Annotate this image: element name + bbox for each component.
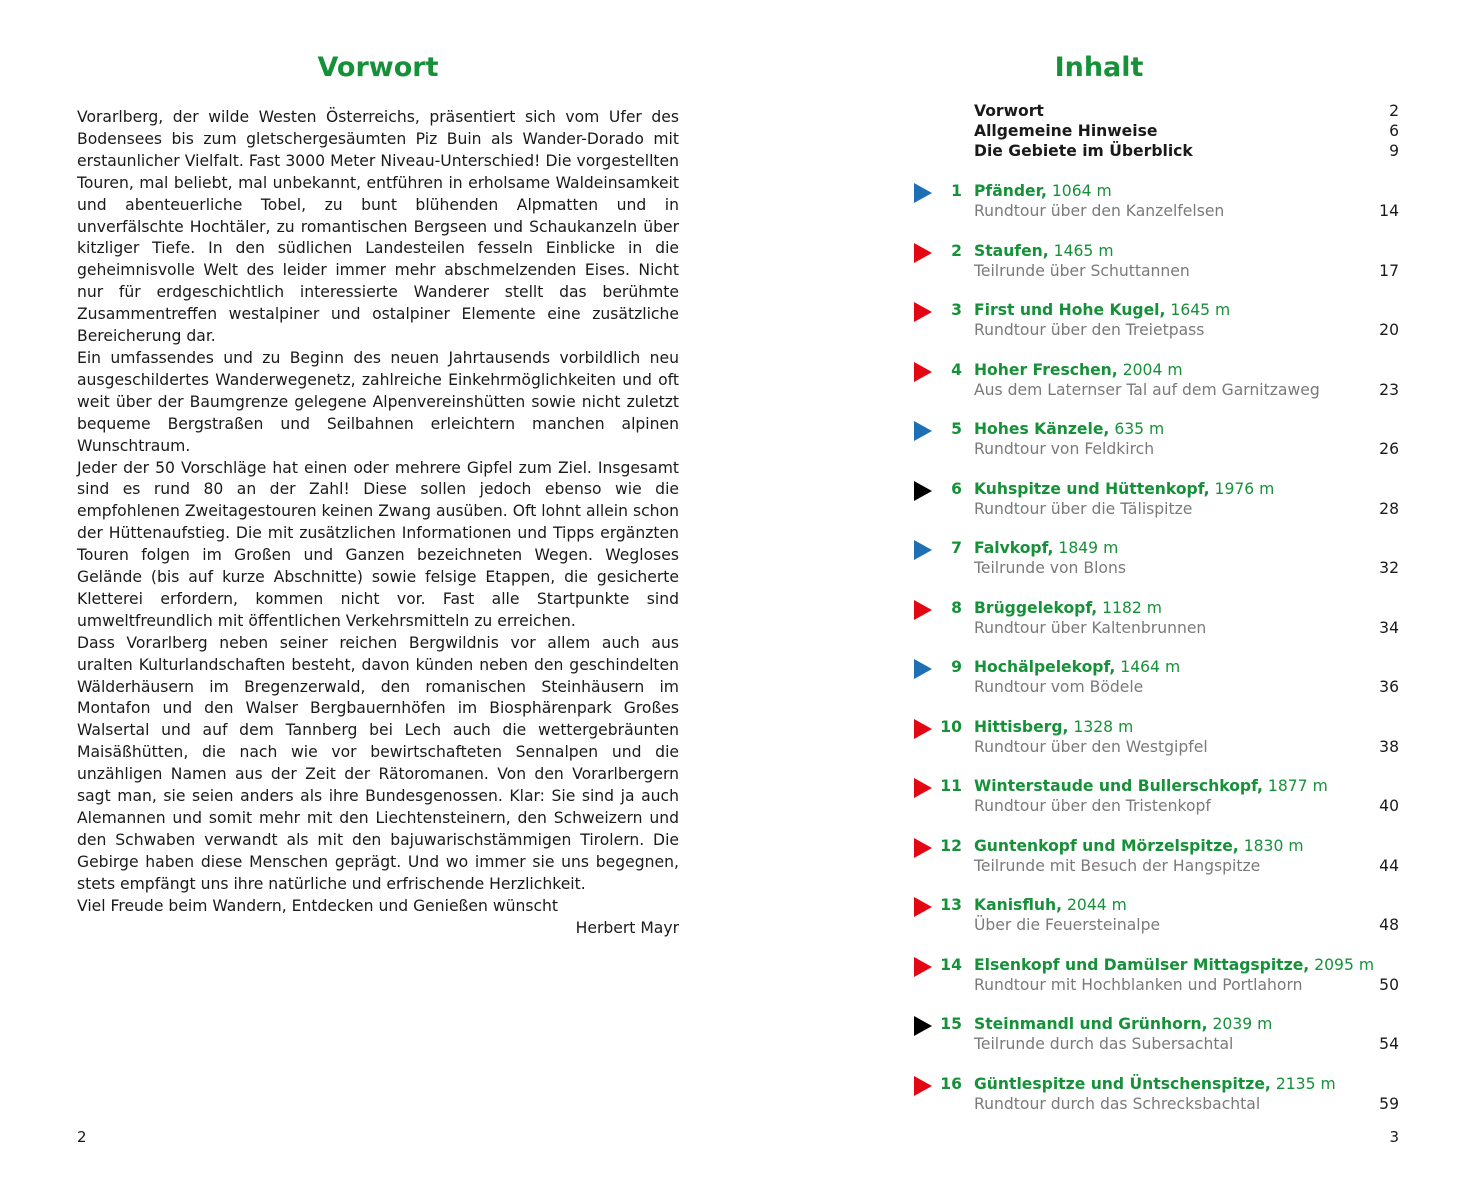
tour-title	[974, 716, 1399, 738]
tour-height: 2044 m	[1067, 896, 1127, 914]
toc-general-list	[974, 101, 1399, 161]
tour-number: 9	[951, 658, 962, 676]
tour-description: Rundtour mit Hochblanken und Portlahorn	[974, 975, 1303, 994]
tour-subline	[974, 557, 1399, 579]
tour-page-number: 59	[1379, 1094, 1399, 1113]
tour-subline	[974, 795, 1399, 817]
toc-entry-title: Vorwort	[974, 102, 1044, 120]
toc-entry-page: 6	[1389, 122, 1399, 140]
tour-page-number: 54	[1379, 1035, 1399, 1053]
tour-name: Hohes Känzele,	[974, 420, 1110, 438]
tour-description: Rundtour vom Bödele	[974, 678, 1144, 696]
tour-entry[interactable]	[912, 180, 1399, 240]
difficulty-triangle-icon	[914, 481, 932, 501]
tour-subline	[974, 260, 1399, 282]
tour-title	[974, 954, 1399, 976]
tour-page-number: 32	[1379, 559, 1399, 577]
tour-entry[interactable]	[912, 656, 1399, 716]
tour-height: 1464 m	[1120, 658, 1181, 676]
tour-entry[interactable]	[912, 597, 1399, 657]
difficulty-triangle-icon	[914, 362, 932, 382]
difficulty-triangle-icon	[914, 1076, 932, 1096]
tour-title	[974, 835, 1399, 857]
tour-entry[interactable]	[912, 418, 1399, 478]
tour-description: Teilrunde über Schuttannen	[974, 261, 1190, 280]
tour-page-number: 34	[1379, 618, 1399, 637]
tour-name: Brüggelekopf,	[974, 598, 1098, 617]
tour-subline	[974, 498, 1399, 520]
tour-page-number: 36	[1379, 678, 1399, 696]
tour-height: 1064 m	[1051, 182, 1112, 200]
tour-number: 14	[940, 955, 962, 974]
tour-subline	[974, 676, 1399, 698]
tour-title	[974, 180, 1399, 202]
tour-entry[interactable]	[912, 240, 1399, 300]
difficulty-triangle-icon	[914, 1016, 932, 1036]
tour-entry[interactable]	[912, 537, 1399, 597]
difficulty-triangle-icon	[914, 302, 932, 322]
tour-title	[974, 537, 1399, 559]
tour-page-number: 20	[1379, 321, 1399, 339]
tour-entry[interactable]	[912, 359, 1399, 419]
tour-page-number: 44	[1379, 856, 1399, 875]
tour-height: 1465 m	[1053, 241, 1114, 260]
toc-entry-title: Die Gebiete im Überblick	[974, 142, 1193, 160]
tour-subline	[974, 855, 1399, 877]
page-number: 2	[77, 1128, 87, 1146]
tour-name: Falvkopf,	[974, 539, 1054, 557]
tour-number: 5	[951, 420, 962, 438]
tour-page-number: 48	[1379, 916, 1399, 934]
tour-number: 6	[951, 479, 962, 498]
tour-entry[interactable]	[912, 716, 1399, 776]
tour-name: Kanisfluh,	[974, 896, 1063, 914]
tour-subline	[974, 1033, 1399, 1055]
tour-height: 1849 m	[1058, 539, 1119, 557]
tour-description: Rundtour durch das Schrecksbachtal	[974, 1094, 1261, 1113]
toc-entry-title: Allgemeine Hinweise	[974, 122, 1158, 140]
tour-subline	[974, 319, 1399, 341]
tour-title	[974, 418, 1399, 440]
difficulty-triangle-icon	[914, 838, 932, 858]
toc-entry[interactable]	[974, 141, 1399, 161]
tour-page-number: 50	[1379, 975, 1399, 994]
tour-title	[974, 656, 1399, 678]
tour-page-number: 17	[1379, 261, 1399, 280]
toc-entry[interactable]	[974, 101, 1399, 121]
tour-name: Güntlespitze und Üntschenspitze,	[974, 1074, 1271, 1093]
tour-title	[974, 597, 1399, 619]
tour-entry[interactable]	[912, 1073, 1399, 1133]
tour-number: 16	[940, 1074, 962, 1093]
tour-description: Teilrunde von Blons	[974, 559, 1126, 577]
tour-title	[974, 299, 1399, 321]
tour-height: 1976 m	[1214, 479, 1275, 498]
tour-name: Pfänder,	[974, 182, 1047, 200]
toc-entry-page: 9	[1389, 142, 1399, 160]
tour-entry[interactable]	[912, 894, 1399, 954]
tour-height: 2004 m	[1122, 360, 1183, 379]
difficulty-triangle-icon	[914, 540, 932, 560]
difficulty-triangle-icon	[914, 957, 932, 977]
tour-number: 15	[940, 1015, 962, 1033]
tour-title	[974, 1013, 1399, 1035]
difficulty-triangle-icon	[914, 421, 932, 441]
tour-name: First und Hohe Kugel,	[974, 301, 1166, 319]
tour-title	[974, 894, 1399, 916]
tour-name: Hittisberg,	[974, 717, 1069, 736]
difficulty-triangle-icon	[914, 897, 932, 917]
tour-name: Hoher Freschen,	[974, 360, 1118, 379]
tour-name: Winterstaude und Bullerschkopf,	[974, 777, 1263, 795]
tour-description: Über die Feuersteinalpe	[974, 916, 1161, 934]
paragraph: Dass Vorarlberg neben seiner reichen Bergwildnis vor allem auch aus uralten Kulturlandschaften besteht, davon künden neben den geschindelten Wälderhäusern im Bregenzerwald, den romanischen Steinhäusern im Montafon und den Walser Bergbauernhöfen im Biosphärenpark Großes Walsertal und auf dem Tannberg bei Lech auch die wettergebräunten Maisäßhütten, die nach wie vor bewirtschafteten Sennalpen und die unzähligen Namen aus der Zeit der Rätoromanen. Von den Vorarlbergern sagt man, sie seien anders als ihre Bundesgenossen. Klar: Sie sind ja auch Alemannen und somit mehr mit den Liechtensteinern, den Schweizern und den Schwaben verwandt als mit den bajuwarischstämmigen Tirolern. Die Gebirge haben diese Menschen geprägt. Und wo immer sie uns begegnen, stets empfängt uns ihre natürliche und erfrischende Herzlichkeit.	[77, 633, 679, 893]
tour-title	[974, 1073, 1399, 1095]
difficulty-triangle-icon	[914, 243, 932, 263]
paragraph: Viel Freude beim Wandern, Entdecken und Genießen wünscht	[77, 896, 559, 915]
difficulty-triangle-icon	[914, 778, 932, 798]
tour-number: 4	[951, 360, 962, 379]
tour-entry[interactable]	[912, 835, 1399, 895]
page-title: Inhalt	[1054, 52, 1144, 83]
toc-entry-page: 2	[1389, 102, 1399, 120]
tour-page-number: 26	[1379, 440, 1399, 458]
tour-description: Rundtour über den Treietpass	[974, 321, 1205, 339]
tour-height: 1830 m	[1243, 836, 1304, 855]
tour-description: Rundtour über den Tristenkopf	[974, 797, 1211, 815]
foreword-text	[77, 107, 679, 939]
difficulty-triangle-icon	[914, 600, 932, 620]
tour-number: 7	[951, 539, 962, 557]
paragraph: Vorarlberg, der wilde Westen Österreichs, präsentiert sich vom Ufer des Bodensees bis zum gletschergesäumten Piz Buin als Wander-Dorado mit erstaunlicher Vielfalt. Fast 3000 Meter Niveau-Unterschied! Die vorgestellten Touren, mal beliebt, mal unbekannt, entführen in erholsame Waldeinsamkeit und abenteuerliche Tobel, zu bunt blühenden Alpmatten und in unverfälschte Hochtäler, zu romantischen Bergseen und Schaukanzeln über kitzliger Tiefe. In den südlichen Landesteilen fesseln Einblicke in die geheimnisvolle Welt des leider immer mehr abschmelzenden Eises. Nicht nur für erdgeschichtlich interessierte Wanderer stellt das berühmte Zusammentreffen westalpiner und ostalpiner Elemente eine zusätzliche Bereicherung dar.	[77, 108, 679, 346]
tour-title	[974, 240, 1399, 262]
tour-page-number: 14	[1379, 202, 1399, 220]
tour-number: 2	[951, 241, 962, 260]
tour-description: Rundtour über den Kanzelfelsen	[974, 202, 1225, 220]
page-number: 3	[1389, 1128, 1399, 1146]
tour-number: 1	[951, 182, 962, 200]
tour-entry[interactable]	[912, 478, 1399, 538]
tour-description: Rundtour über Kaltenbrunnen	[974, 618, 1207, 637]
tour-number: 11	[940, 777, 962, 795]
left-page	[0, 0, 738, 1182]
tour-subline	[974, 438, 1399, 460]
tour-height: 1645 m	[1170, 301, 1231, 319]
tour-height: 1877 m	[1267, 777, 1328, 795]
tour-height: 2095 m	[1314, 955, 1375, 974]
toc-entry[interactable]	[974, 121, 1399, 141]
right-page	[738, 0, 1477, 1182]
tour-name: Steinmandl und Grünhorn,	[974, 1015, 1208, 1033]
tour-description: Teilrunde durch das Subersachtal	[974, 1035, 1234, 1053]
tour-subline	[974, 974, 1399, 996]
tour-entry[interactable]	[912, 775, 1399, 835]
tour-name: Guntenkopf und Mörzelspitze,	[974, 836, 1239, 855]
tour-title	[974, 359, 1399, 381]
difficulty-triangle-icon	[914, 659, 932, 679]
tour-description: Aus dem Laternser Tal auf dem Garnitzaweg	[974, 380, 1320, 399]
difficulty-triangle-icon	[914, 719, 932, 739]
tour-height: 1182 m	[1102, 598, 1162, 617]
tour-name: Hochälpelekopf,	[974, 658, 1116, 676]
tour-subline	[974, 617, 1399, 639]
tour-subline	[974, 736, 1399, 758]
tour-description: Rundtour von Feldkirch	[974, 440, 1155, 458]
tour-number: 10	[940, 717, 962, 736]
tour-name: Staufen,	[974, 241, 1049, 260]
tour-number: 12	[940, 836, 962, 855]
tour-height: 635 m	[1114, 420, 1165, 438]
tour-description: Rundtour über den Westgipfel	[974, 737, 1208, 756]
tour-name: Elsenkopf und Damülser Mittagspitze,	[974, 955, 1310, 974]
tour-subline	[974, 200, 1399, 222]
tour-subline	[974, 914, 1399, 936]
tour-height: 2135 m	[1275, 1074, 1336, 1093]
tour-number: 13	[940, 896, 962, 914]
tour-entry[interactable]	[912, 299, 1399, 359]
toc-tour-list	[912, 180, 1399, 1132]
tour-title	[974, 478, 1399, 500]
tour-number: 8	[951, 598, 962, 617]
tour-number: 3	[951, 301, 962, 319]
author-signature: Herbert Mayr	[575, 918, 679, 937]
tour-height: 2039 m	[1212, 1015, 1273, 1033]
tour-title	[974, 775, 1399, 797]
tour-entry[interactable]	[912, 954, 1399, 1014]
page-title: Vorwort	[317, 52, 439, 83]
tour-description: Teilrunde mit Besuch der Hangspitze	[974, 856, 1261, 875]
tour-name: Kuhspitze und Hüttenkopf,	[974, 479, 1210, 498]
tour-page-number: 23	[1379, 380, 1399, 399]
tour-subline	[974, 1093, 1399, 1115]
tour-subline	[974, 379, 1399, 401]
tour-entry[interactable]	[912, 1013, 1399, 1073]
tour-page-number: 28	[1379, 499, 1399, 518]
tour-height: 1328 m	[1073, 717, 1134, 736]
paragraph: Ein umfassendes und zu Beginn des neuen Jahrtausends vorbildlich neu ausgeschildertes Wanderwegenetz, zahlreiche Einkehrmöglichkeiten und oft weit über der Baumgrenze gelegene Alpenvereinshütten sowie nicht zuletzt bequeme Bergstraßen und Seilbahnen erleichtern manchen alpinen Wunschtraum.	[77, 348, 679, 455]
paragraph: Jeder der 50 Vorschläge hat einen oder mehrere Gipfel zum Ziel. Insgesamt sind es rund 80 an der Zahl! Diese sollen jedoch ebenso wie die empfohlenen Zweitagestouren keinen Zwang ausüben. Oft lohnt allein schon der Hüttenaufstieg. Die mit zusätzlichen Informationen und Tipps ergänzten Touren folgen im Großen und Ganzen bezeichneten Wegen. Wegloses Gelände (bis auf kurze Abschnitte) sowie felsige Etappen, die gesicherte Kletterei erfordern, kommen nicht vor. Fast alle Startpunkte sind umweltfreundlich mit öffentlichen Verkehrsmitteln zu erreichen.	[77, 458, 679, 630]
tour-page-number: 38	[1379, 737, 1399, 756]
difficulty-triangle-icon	[914, 183, 932, 203]
tour-description: Rundtour über die Tälispitze	[974, 499, 1193, 518]
tour-page-number: 40	[1379, 797, 1399, 815]
